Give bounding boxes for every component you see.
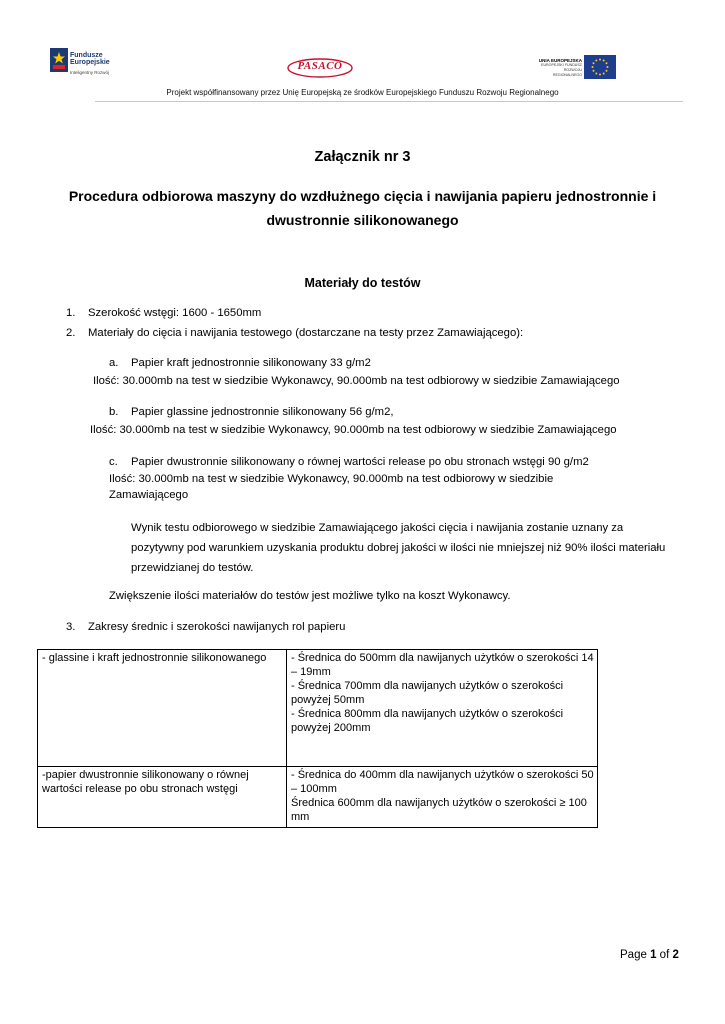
range-line: - Średnica 800mm dla nawijanych użytków o szerokości powyżej 200mm	[291, 708, 564, 734]
item2-number: 2.	[66, 327, 76, 339]
item2-text: Materiały do cięcia i nawijania testowego (dostarczane na testy przez Zamawiającego):	[88, 327, 524, 339]
fe-line1: Fundusze	[70, 52, 103, 59]
fe-line2: Europejskie	[70, 59, 110, 66]
ue-title: UNIA EUROPEJSKA	[538, 58, 582, 63]
increase-note: Zwiększenie ilości materiałów do testów jest możliwe tylko na koszt Wykonawcy.	[109, 590, 511, 602]
fe-sub: Inteligentny Rozwój	[70, 70, 110, 75]
cofinancing-note: Projekt współfinansowany przez Unię Europejską ze środków Europejskiego Funduszu Rozwoju Regionalnego	[166, 88, 559, 97]
page-of: of	[659, 949, 670, 961]
table-cell-ranges	[287, 767, 598, 828]
document-subtitle: Procedura odbiorowa maszyny do wzdłużnego cięcia i nawijania papieru jednostronnie i dwustronnie silikonowanego	[68, 188, 657, 228]
page-label: Page	[620, 949, 647, 961]
item3-text: Zakresy średnic i szerokości nawijanych rol papieru	[88, 621, 346, 633]
sub-b-quantity: Ilość: 30.000mb na test w siedzibie Wykonawcy, 90.000mb na test odbiorowy w siedzibie Zamawiającego	[90, 424, 617, 436]
test-result-note: Wynik testu odbiorowego w siedzibie Zamawiającego jakości cięcia i nawijania zostanie uznany za pozytywny pod warunkiem uzyskania produktu dobrej jakości w ilości nie mniejszej niż 90% ilości materiału przewidzianej do testów.	[131, 522, 666, 574]
fundusze-europejskie-logo	[50, 48, 130, 82]
item1-number: 1.	[66, 307, 76, 319]
page-number	[620, 949, 679, 961]
sub-b-letter: b.	[109, 406, 119, 418]
ue-sub1: EUROPEJSKI FUNDUSZ	[541, 63, 582, 67]
header-divider	[95, 101, 683, 102]
eu-flag-icon	[584, 55, 616, 79]
range-line: - Średnica do 500mm dla nawijanych użytków o szerokości 14 – 19mm	[291, 652, 594, 678]
sub-a-quantity: Ilość: 30.000mb na test w siedzibie Wykonawcy, 90.000mb na test odbiorowy w siedzibie Zamawiającego	[93, 375, 620, 387]
sub-c-text: Papier dwustronnie silikonowany o równej wartości release po obu stronach wstęgi 90 g/m2	[131, 456, 589, 468]
sub-a-letter: a.	[109, 357, 119, 369]
unia-europejska-logo	[534, 55, 618, 81]
pasaco-logo	[286, 56, 354, 80]
diameter-width-table	[37, 649, 598, 828]
sub-b-text: Papier glassine jednostronnie silikonowany 56 g/m2,	[131, 406, 394, 418]
sub-c-letter: c.	[109, 456, 118, 468]
table-cell-material: - glassine i kraft jednostronnie silikonowanego	[38, 650, 287, 767]
range-line: - Średnica do 400mm dla nawijanych użytków o szerokości 50 – 100mm	[291, 769, 594, 795]
sub-a-text: Papier kraft jednostronnie silikonowany 33 g/m2	[131, 357, 371, 369]
range-line: - Średnica 700mm dla nawijanych użytków o szerokości powyżej 50mm	[291, 680, 564, 706]
pasaco-text: PASACO	[297, 60, 343, 72]
table-row	[38, 650, 598, 767]
table-cell-material: -papier dwustronnie silikonowany o równej wartości release po obu stronach wstęgi	[38, 767, 287, 828]
item1-text: Szerokość wstęgi: 1600 - 1650mm	[88, 307, 262, 319]
fe-star-icon	[50, 48, 68, 72]
ue-sub2: ROZWOJU REGIONALNEGO	[552, 68, 582, 77]
table-row	[38, 767, 598, 828]
document-title: Załącznik nr 3	[314, 149, 411, 165]
sub-c-quantity-line1: Ilość: 30.000mb na test w siedzibie Wykonawcy, 90.000mb na test odbiorowy w siedzibie	[109, 473, 554, 485]
item3-number: 3.	[66, 621, 76, 633]
range-line: Średnica 600mm dla nawijanych użytków o szerokości ≥ 100 mm	[291, 797, 587, 823]
page-current: 1	[650, 949, 657, 961]
section-title: Materiały do testów	[304, 276, 421, 290]
page-total: 2	[672, 949, 679, 961]
table-cell-ranges	[287, 650, 598, 767]
sub-c-quantity-line2: Zamawiającego	[109, 489, 189, 501]
